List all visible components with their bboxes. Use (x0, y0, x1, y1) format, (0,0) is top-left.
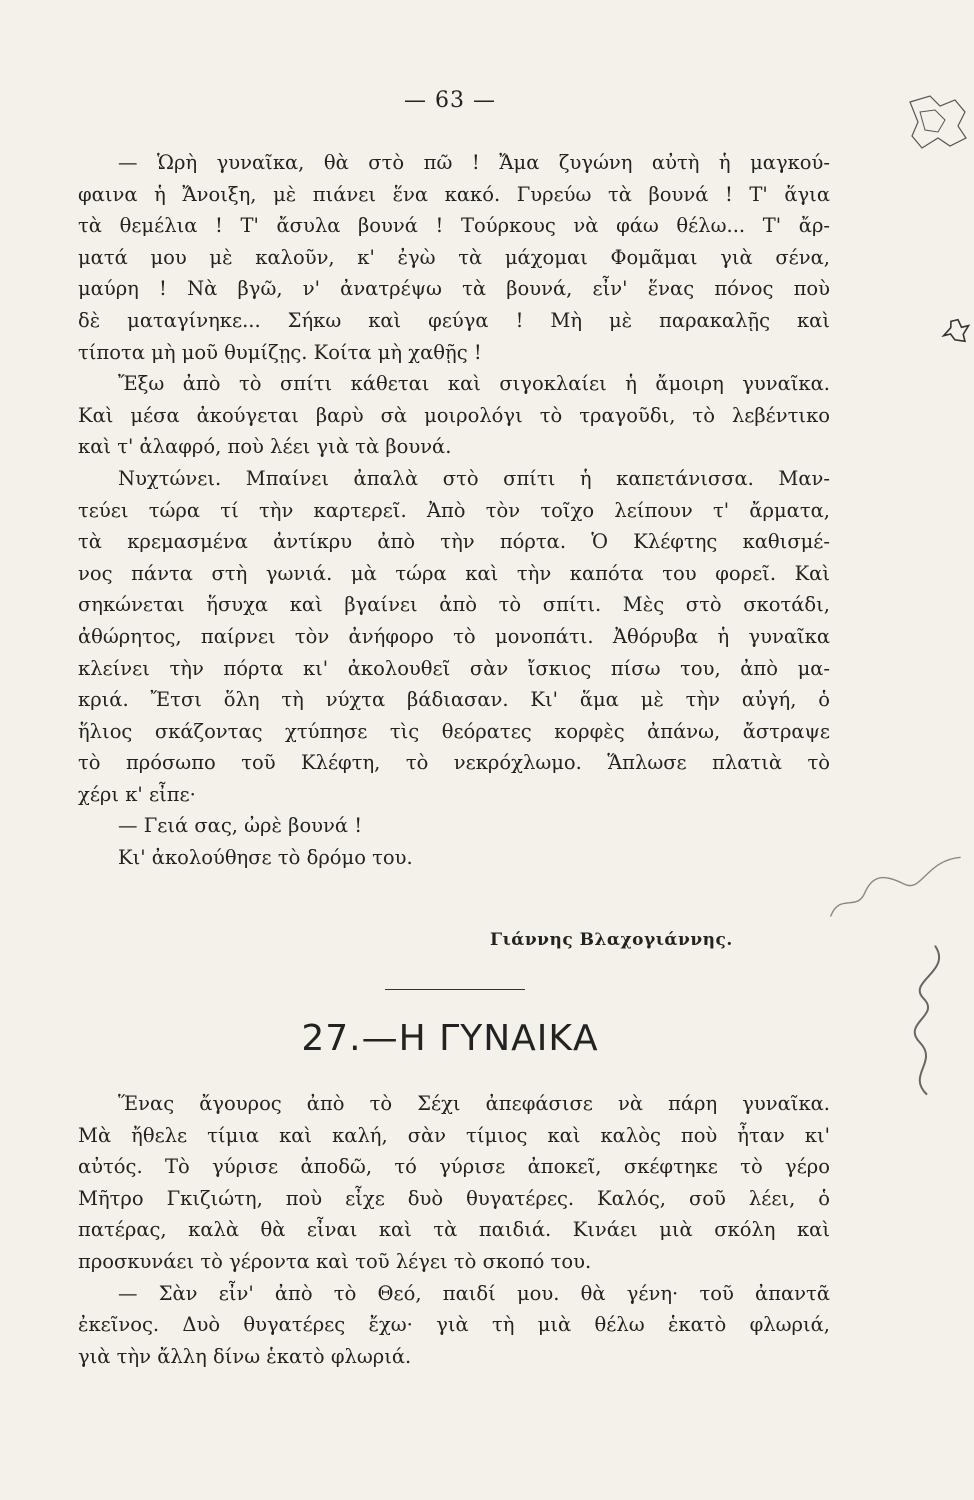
text-line: σηκώνεται ἥσυχα καὶ βγαίνει ἀπὸ τὸ σπίτι. Μὲς στὸ σκοτάδι, (78, 593, 830, 617)
section-divider (385, 989, 525, 990)
text-line: — Γειά σας, ὠρὲ βουνά ! (118, 814, 363, 838)
text-line: τίποτα μὴ μοῦ θυμίζῃς. Κοίτα μὴ χαθῇς ! (78, 340, 482, 364)
pencil-number-icon (896, 938, 963, 1103)
pencil-annotation-icon (817, 843, 972, 927)
text-line: Ἔξω ἀπὸ τὸ σπίτι κάθεται καὶ σιγοκλαίει ἡ ἄμοιρη γυναῖκα. (118, 372, 830, 396)
text-line: Κι' ἀκολούθησε τὸ δρόμο του. (118, 846, 413, 870)
text-line: δὲ ματαγίνηκε... Σήκω καὶ φεύγα ! Μὴ μὲ παρακαλῇς καὶ (78, 308, 830, 332)
text-line: ἐκεῖνος. Δυὸ θυγατέρες ἔχω· γιὰ τὴ μιὰ θέλω ἑκατὸ φλωριά, (78, 1313, 830, 1337)
text-line: Μὰ ἤθελε τίμια καὶ καλή, σὰν τίμιος καὶ καλὸς ποὺ ἦταν κι' (78, 1123, 830, 1147)
margin-scribble-icon (940, 314, 973, 347)
text-line: ματά μου μὲ καλοῦν, κ' ἐγὼ τὰ μάχομαι Φομᾶμαι γιὰ σένα, (78, 245, 830, 269)
chapter-text (78, 1088, 830, 1372)
text-line: ἥλιος σκάζοντας χτύπησε τὶς θεόρατες κορφὲς ἀπάνω, ἄστραψε (78, 719, 830, 743)
text-line: κριά. Ἔτσι ὅλη τὴ νύχτα βάδιασαν. Κι' ἅμα μὲ τὴν αὐγή, ὁ (78, 688, 830, 712)
chapter-title: 27.—Η ΓΥΝΑΙΚΑ (301, 1018, 599, 1059)
text-line: — Σὰν εἶν' ἀπὸ τὸ Θεό, παιδί μου. θὰ γένη· τοῦ ἀπαντᾶ (118, 1281, 830, 1305)
text-line: μαύρη ! Νὰ βγῶ, ν' ἀνατρέψω τὰ βουνά, εἶν' ἕνας πόνος ποὺ (78, 277, 830, 301)
author-signature: Γιάννης Βλαχογιάννης. (490, 930, 733, 950)
text-line: φαινα ἡ Ἄνοιξη, μὲ πιάνει ἕνα κακό. Γυρεύω τὰ βουνά ! Τ' ἅγια (78, 182, 830, 206)
text-line: — Ὡρὴ γυναῖκα, θὰ στὸ πῶ ! Ἄμα ζυγώνη αὐτὴ ἡ μαγκού- (118, 151, 830, 174)
page-number: — 63 — (404, 88, 496, 113)
text-line: χέρι κ' εἶπε· (78, 782, 196, 806)
text-line: τεύει τώρα τί τὴν καρτερεῖ. Ἀπὸ τὸν τοῖχο λείπουν τ' ἄρματα, (78, 498, 830, 522)
text-line: Νυχτώνει. Μπαίνει ἀπαλὰ στὸ σπίτι ἡ καπετάνισσα. Μαν- (118, 466, 830, 490)
text-line: νος πάντα στὴ γωνιά. μὰ τώρα καὶ τὴν καπότα του φορεῖ. Καὶ (78, 561, 830, 585)
text-line: Μῆτρο Γκιζιώτη, ποὺ εἶχε δυὸ θυγατέρες. Καλός, σοῦ λέει, ὁ (78, 1186, 830, 1210)
text-line: αὐτός. Τὸ γύρισε ἀποδῶ, τό γύρισε ἀποκεῖ, σκέφτηκε τὸ γέρο (78, 1155, 830, 1179)
text-line: τὰ κρεμασμένα ἀντίκρυ ἀπὸ τὴν πόρτα. Ὁ Κλέφτης καθισμέ- (78, 530, 830, 554)
text-line: τὰ θεμέλια ! Τ' ἄσυλα βουνά ! Τούρκους νὰ φάω θέλω... Τ' ἄρ- (78, 214, 830, 238)
story-continuation (78, 147, 830, 874)
text-line: γιὰ τὴν ἄλλη δίνω ἑκατὸ φλωριά. (78, 1344, 412, 1368)
text-line: κλείνει τὴν πόρτα κι' ἀκολουθεῖ σὰν ἴσκιος πίσω του, ἀπὸ μα- (78, 656, 830, 680)
torn-corner-mark (900, 92, 970, 152)
text-line: προσκυνάει τὸ γέροντα καὶ τοῦ λέγει τὸ σκοπό του. (78, 1249, 592, 1273)
text-line: πατέρας, καλὰ θὰ εἶναι καὶ τὰ παιδιά. Κινάει μιὰ σκόλη καὶ (78, 1218, 830, 1242)
text-line: καὶ τ' ἀλαφρό, ποὺ λέει γιὰ τὰ βουνά. (78, 435, 452, 459)
text-line: Ἕνας ἄγουρος ἀπὸ τὸ Σέχι ἀπεφάσισε νὰ πάρη γυναῖκα. (118, 1092, 830, 1115)
text-line: ἀθώρητος, παίρνει τὸν ἀνήφορο τὸ μονοπάτι. Ἀθόρυβα ἡ γυναῖκα (78, 624, 830, 648)
text-line: τὸ πρόσωπο τοῦ Κλέφτη, τὸ νεκρόχλωμο. Ἅπλωσε πλατιὰ τὸ (78, 751, 830, 775)
text-line: Καὶ μέσα ἀκούγεται βαρὺ σὰ μοιρολόγι τὸ τραγοῦδι, τὸ λεβέντικο (78, 403, 830, 427)
